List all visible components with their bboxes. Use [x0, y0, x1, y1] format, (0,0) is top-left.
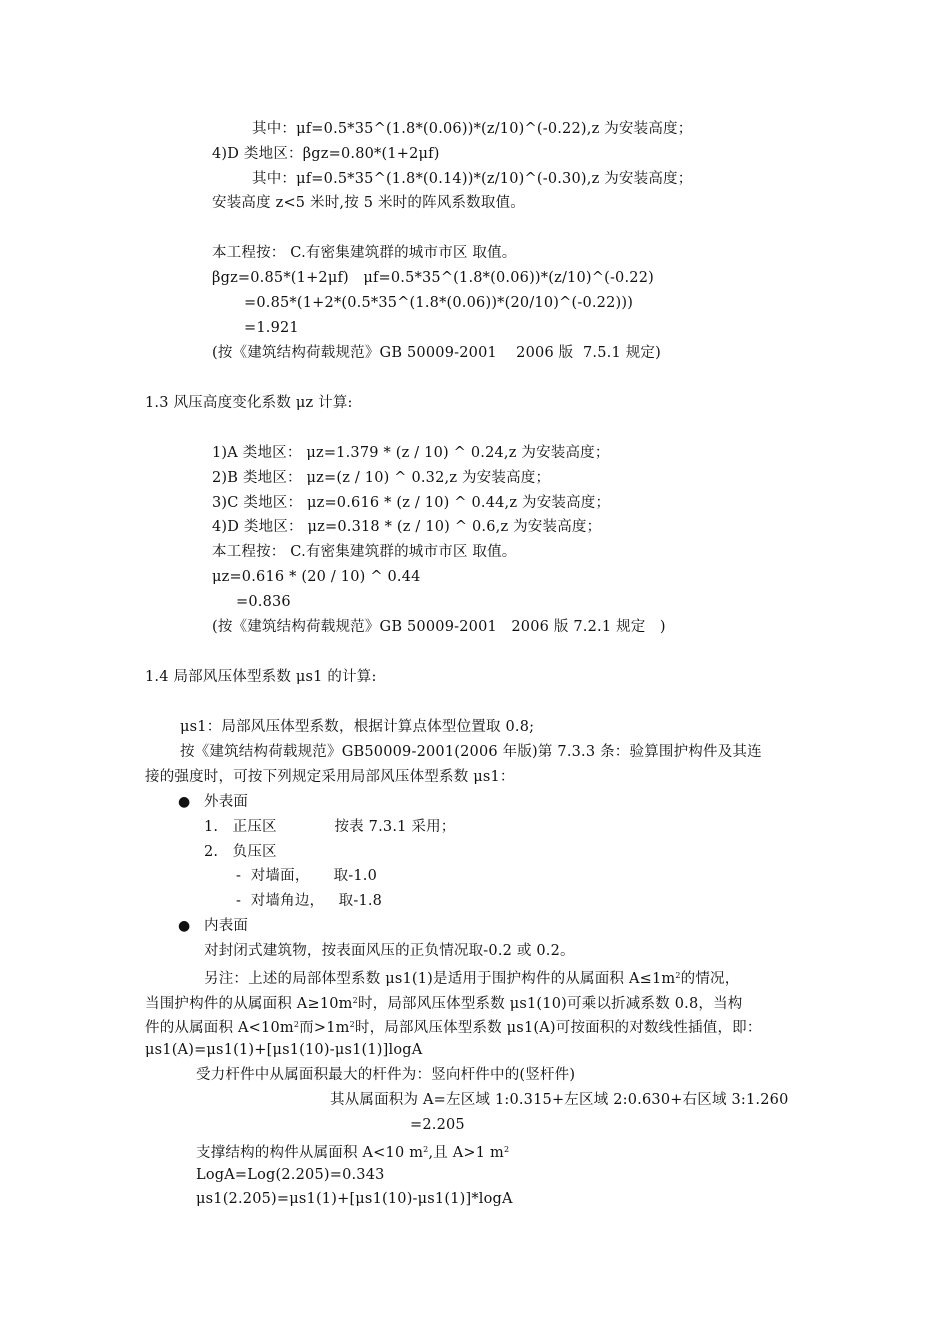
text-line: 其中：μf=0.5*35^(1.8*(0.14))*(z/10)^(-0.30),z 为安装高度；	[252, 171, 693, 187]
text-line: 4)D 类地区：βgz=0.80*(1+2μf)	[212, 146, 440, 162]
text-line: 本工程按： C.有密集建筑群的城市市区 取值。	[212, 544, 517, 560]
formula-result: =1.921	[244, 320, 299, 336]
list-item: 1. 正压区 按表 7.3.1 采用；	[204, 819, 456, 835]
text-line: 支撑结构的构件从属面积 A<10 $m^2$,且 A>1 $m^2$	[196, 1145, 510, 1161]
text-line: 其从属面积为 A=左区域 1:0.315+左区域 2:0.630+右区域 3:1.260	[330, 1092, 789, 1108]
list-item: 内表面	[204, 918, 249, 934]
formula-result: =0.836	[236, 594, 291, 610]
text-line: 当围护构件的从属面积 $A\ge 10m^2$时，局部风压体型系数 μs1(10)可乘以折减系数 0.8，当构	[145, 996, 743, 1012]
reference-note: (按《建筑结构荷载规范》GB 50009-2001 2006 版 7.2.1 规定 )	[212, 619, 666, 635]
formula-line: μs1(A)=μs1(1)+[μs1(10)-μs1(1)]logA	[145, 1042, 423, 1058]
text-line: 4)D 类地区： μz=0.318 * (z / 10) ^ 0.6,z 为安装高度；	[212, 519, 602, 535]
reference-note: (按《建筑结构荷载规范》GB 50009-2001 2006 版 7.5.1 规定)	[212, 345, 661, 361]
text-line: 安装高度 z<5 米时,按 5 米时的阵风系数取值。	[212, 195, 525, 211]
list-item: 外表面	[204, 794, 249, 810]
bullet-icon: ●	[178, 918, 191, 934]
formula-line: μs1(2.205)=μs1(1)+[μs1(10)-μs1(1)]*logA	[196, 1191, 513, 1207]
text-line: 接的强度时，可按下列规定采用局部风压体型系数 μs1：	[145, 769, 515, 785]
bullet-icon: ●	[178, 794, 191, 810]
list-item: 2. 负压区	[204, 844, 277, 860]
text-line: 2)B 类地区： μz=(z / 10) ^ 0.32,z 为安装高度；	[212, 470, 551, 486]
text-line: 其中：μf=0.5*35^(1.8*(0.06))*(z/10)^(-0.22),z 为安装高度；	[252, 121, 693, 137]
text-line: 对封闭式建筑物，按表面风压的正负情况取-0.2 或 0.2。	[204, 943, 575, 959]
formula-line: βgz=0.85*(1+2μf) μf=0.5*35^(1.8*(0.06))*(z/10)^(-0.22)	[212, 270, 654, 286]
text-line: 件的从属面积 $A<10m^2$而$>1m^2$时，局部风压体型系数 μs1(A)可按面积的对数线性插值，即：	[145, 1020, 762, 1036]
section-heading: 1.4 局部风压体型系数 μs1 的计算:	[145, 669, 377, 685]
formula-line: LogA=Log(2.205)=0.343	[196, 1167, 385, 1183]
formula-line: μz=0.616 * (20 / 10) ^ 0.44	[212, 569, 421, 585]
text-line: 按《建筑结构荷载规范》GB50009-2001(2006 年版)第 7.3.3 条：验算围护构件及其连	[180, 744, 762, 760]
text-line: 3)C 类地区： μz=0.616 * (z / 10) ^ 0.44,z 为安装高度；	[212, 495, 611, 511]
text-line: μs1：局部风压体型系数，根据计算点体型位置取 0.8;	[180, 719, 535, 735]
formula-result: =2.205	[410, 1117, 465, 1133]
text-line: 另注：上述的局部体型系数 μs1(1)是适用于围护构件的从属面积 $A\le 1m^2$的情况，	[204, 971, 740, 987]
section-heading: 1.3 风压高度变化系数 μz 计算:	[145, 395, 353, 411]
formula-line: =0.85*(1+2*(0.5*35^(1.8*(0.06))*(20/10)^(-0.22)))	[244, 295, 634, 311]
text-line: 本工程按： C.有密集建筑群的城市市区 取值。	[212, 245, 517, 261]
list-item: - 对墙面， 取-1.0	[236, 868, 378, 884]
text-line: 1)A 类地区： μz=1.379 * (z / 10) ^ 0.24,z 为安装高度；	[212, 445, 610, 461]
list-item: - 对墙角边， 取-1.8	[236, 893, 383, 909]
text-line: 受力杆件中从属面积最大的杆件为：竖向杆件中的(竖杆件)	[196, 1067, 576, 1083]
